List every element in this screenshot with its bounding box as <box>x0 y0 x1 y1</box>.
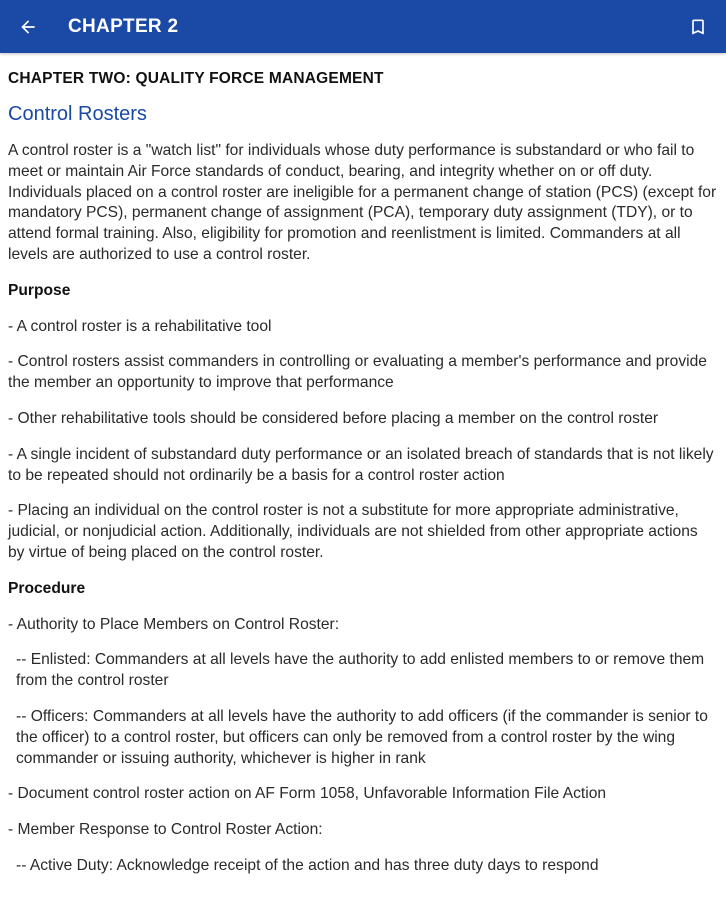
chapter-content <box>0 70 726 877</box>
procedure-item: - Member Response to Control Roster Action: <box>8 821 323 839</box>
purpose-item: - Control rosters assist commanders in controlling or evaluating a member's performance and provide the member an opportunity to improve that performance <box>8 353 707 392</box>
bookmark-icon <box>688 17 708 37</box>
procedure-item: - Authority to Place Members on Control Roster: <box>8 615 340 633</box>
back-button[interactable] <box>0 0 56 53</box>
intro-paragraph: A control roster is a "watch list" for individuals whose duty performance is substandard or who fail to meet or maintain Air Force standards of conduct, bearing, and integrity whether on or off duty. Individuals placed on a control roster are ineligible for a permanent change of station (PCS) (except for mandatory PCS), permanent change of assignment (PCA), temporary duty assignment (TDY), or to attend formal training. Also, eligibility for promotion and reenlistment is limited. Commanders at all levels are authorized to use a control roster. <box>8 142 717 263</box>
purpose-item: - Other rehabilitative tools should be considered before placing a member on the control roster <box>8 409 659 427</box>
purpose-item: - Placing an individual on the control roster is not a substitute for more appropriate administrative, judicial, or nonjudicial action. Additionally, individuals are not shielded from other appropriate actions by virtue of being placed on the control roster. <box>8 502 698 561</box>
chapter-heading: CHAPTER TWO: QUALITY FORCE MANAGEMENT <box>8 70 384 87</box>
page-title: CHAPTER 2 <box>68 15 179 37</box>
section-title: Control Rosters <box>8 103 147 125</box>
arrow-back-icon <box>18 17 38 37</box>
procedure-heading: Procedure <box>8 579 86 597</box>
purpose-item: - A single incident of substandard duty performance or an isolated breach of standards that is not likely to be repeated should not ordinarily be a basis for a control roster action <box>8 445 714 484</box>
purpose-heading: Purpose <box>8 281 71 299</box>
bookmark-button[interactable] <box>678 0 718 53</box>
procedure-subitem: -- Enlisted: Commanders at all levels have the authority to add enlisted members to or remove them from the control roster <box>16 651 705 690</box>
procedure-subitem: -- Officers: Commanders at all levels have the authority to add officers (if the commander is senior to the officer) to a control roster, but officers can only be removed from a control roster by the wing commander or issuing authority, whichever is higher in rank <box>16 707 708 767</box>
procedure-item: - Document control roster action on AF Form 1058, Unfavorable Information File Action <box>8 785 607 803</box>
procedure-subitem: -- Active Duty: Acknowledge receipt of the action and has three duty days to respond <box>16 856 599 874</box>
app-bar <box>0 0 726 53</box>
purpose-item: - A control roster is a rehabilitative tool <box>8 317 272 335</box>
